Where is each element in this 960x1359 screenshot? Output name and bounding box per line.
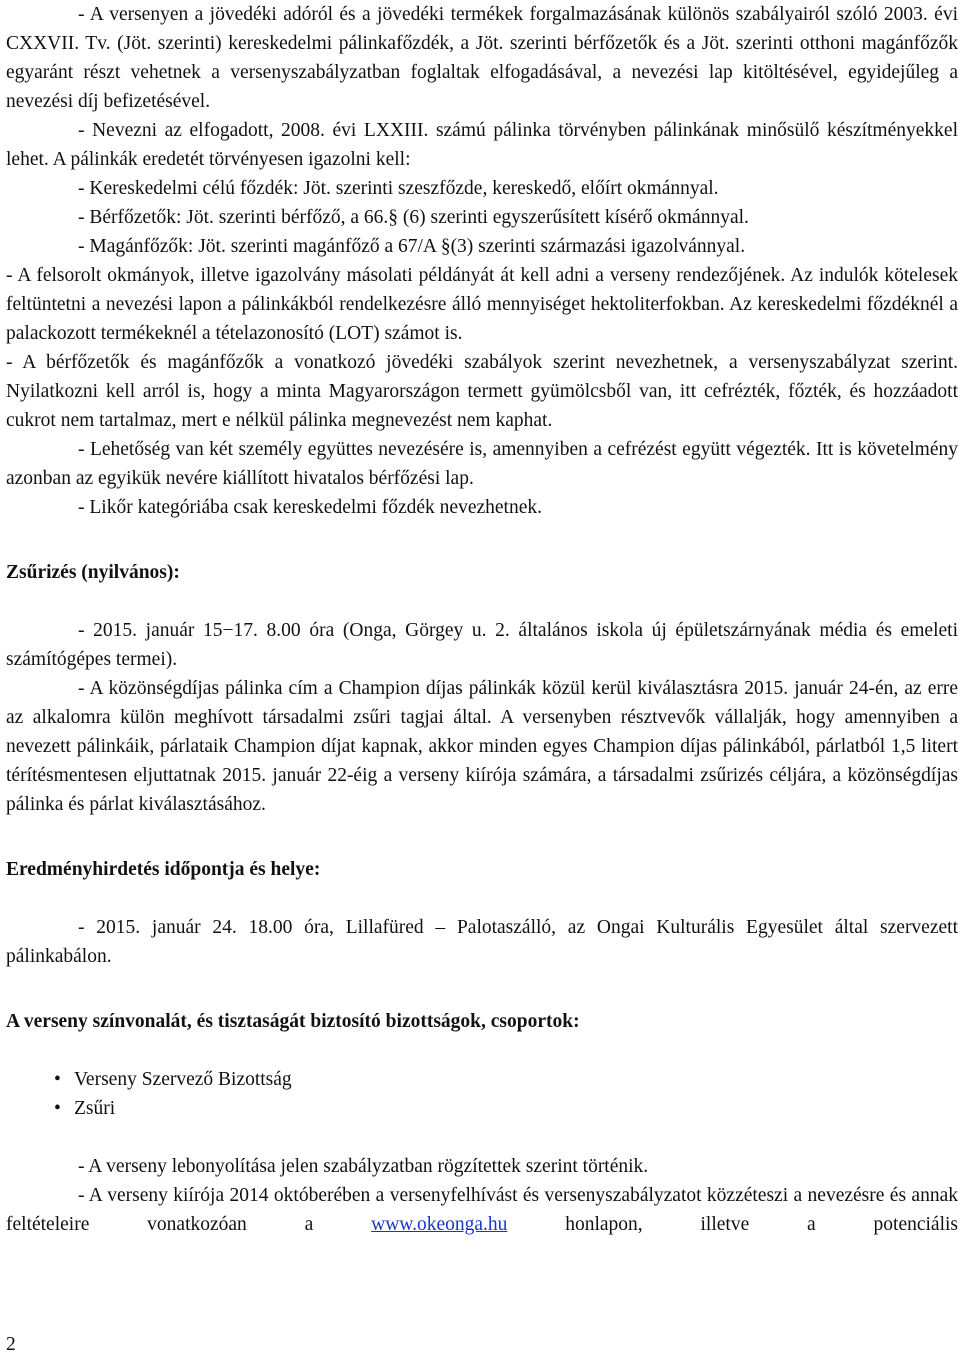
- list-item: - Kereskedelmi célú főzdék: Jöt. szerinti szeszfőzde, kereskedő, előírt okmánnyal.: [78, 178, 719, 199]
- website-link[interactable]: www.okeonga.hu: [371, 1214, 508, 1235]
- heading-jury: Zsűrizés (nyilvános):: [6, 562, 180, 583]
- page-number: 2: [6, 1334, 16, 1355]
- paragraph-documents: - A felsorolt okmányok, illetve igazolvány másolati példányát át kell adni a verseny rendezőjének. Az indulók kötelesek feltüntetni a nevezési lapon a pálinkákból rendelkezésre álló mennyiséget hektoliterfokban. Az kereskedelmi főzdéknél a palackozott termékeknél a tételazonosító (LOT) számot is.: [6, 265, 958, 344]
- paragraph-jury-date: - 2015. január 15−17. 8.00 óra (Onga, Görgey u. 2. általános iskola új épületszárnyának média és emeleti számítógépes termei).: [6, 620, 958, 670]
- spacer: [6, 884, 958, 913]
- list-item: - Bérfőzetők: Jöt. szerinti bérfőző, a 66.§ (6) szerinti egyszerűsített kísérő okmánnyal.: [78, 207, 749, 228]
- paragraph-private-distillers: - A bérfőzetők és magánfőzők a vonatkozó jövedéki szabályok szerint nevezhetnek, a versenyszabályzat szerint. Nyilatkozni kell arról is, hogy a minta Magyarországon termett gyümölcsből van, itt cefrézték, főzték, és hozzáadott cukrot nem tartalmaz, mert e nélkül pálinka megnevezést nem kaphat.: [6, 352, 958, 431]
- heading-committees: A verseny színvonalát, és tisztaságát biztosító bizottságok, csoportok:: [6, 1011, 580, 1032]
- paragraph-entry-rules: - Nevezni az elfogadott, 2008. évi LXXIII. számú pálinka törvényben pálinkának minősülő készítményekkel lehet. A pálinkák eredetét törvényesen igazolni kell:: [6, 120, 958, 170]
- heading-results: Eredményhirdetés időpontja és helye:: [6, 859, 321, 880]
- paragraph-publication: [6, 1181, 958, 1239]
- list-item: [54, 1065, 958, 1094]
- paragraph-eligibility: - A versenyen a jövedéki adóról és a jövedéki termékek forgalmazásának különös szabályairól szóló 2003. évi CXXVII. Tv. (Jöt. szerinti) kereskedelmi pálinkafőzdék, a Jöt. szerinti bérfőzetők és a Jöt. szerinti otthoni magánfőzők egyaránt részt vehetnek a versenyszabályzatban foglaltak elfogadásával, a nevezési lap kitöltésével, egyidejűleg a nevezési díj befizetésével.: [6, 4, 958, 112]
- document-page: [6, 0, 958, 1239]
- bullet-icon: •: [54, 1098, 61, 1119]
- publication-text-start: - A verseny kiírója 2014 októberében a versenyfelhívást és versenyszabályzatot közzéteszi a nevezésre és annak feltételeire vonatkozóan a: [6, 1185, 958, 1235]
- spacer: [6, 819, 958, 855]
- paragraph-audience-award: - A közönségdíjas pálinka cím a Champion díjas pálinkák közül kerül kiválasztásra 2015. január 24-én, az erre az alkalomra külön meghívott társadalmi zsűri tagjai által. A versenyben résztvevők vállalják, hogy amennyiben a nevezett pálinkáik, párlataik Champion díjat kapnak, akkor minden egyes Champion díjas pálinkából, párlatból 1,5 litert térítésmentesen eljuttatnak 2015. január 22-éig a verseny kiírója számára, a társadalmi zsűrizés céljára, a közönségdíjas pálinka és párlat kiválasztásához.: [6, 678, 958, 815]
- paragraph-liqueur: - Likőr kategóriába csak kereskedelmi főzdék nevezhetnek.: [78, 497, 542, 518]
- paragraph-execution: - A verseny lebonyolítása jelen szabályzatban rögzítettek szerint történik.: [78, 1156, 649, 1177]
- paragraph-joint-entry: - Lehetőség van két személy együttes nevezésére is, amennyiben a cefrézést együtt végezték. Itt is követelmény azonban az egyikük nevére kiállított hivatalos bérfőzési lap.: [6, 439, 958, 489]
- spacer: [6, 587, 958, 616]
- list-item: - Magánfőzők: Jöt. szerinti magánfőző a 67/A §(3) szerinti származási igazolvánnyal.: [78, 236, 746, 257]
- list-item: [54, 1094, 958, 1123]
- spacer: [6, 1123, 958, 1152]
- committee-list: [6, 1065, 958, 1123]
- spacer: [6, 971, 958, 1007]
- bullet-icon: •: [54, 1069, 61, 1090]
- paragraph-results: - 2015. január 24. 18.00 óra, Lillafüred – Palotaszálló, az Ongai Kulturális Egyesület által szervezett pálinkabálon.: [6, 917, 958, 967]
- committee-label: Verseny Szervező Bizottság: [74, 1069, 292, 1090]
- spacer: [6, 1036, 958, 1065]
- committee-label: Zsűri: [74, 1098, 116, 1119]
- spacer: [6, 522, 958, 558]
- origin-proof-list: [6, 174, 958, 261]
- publication-text-end: honlapon, illetve a potenciális: [507, 1214, 959, 1235]
